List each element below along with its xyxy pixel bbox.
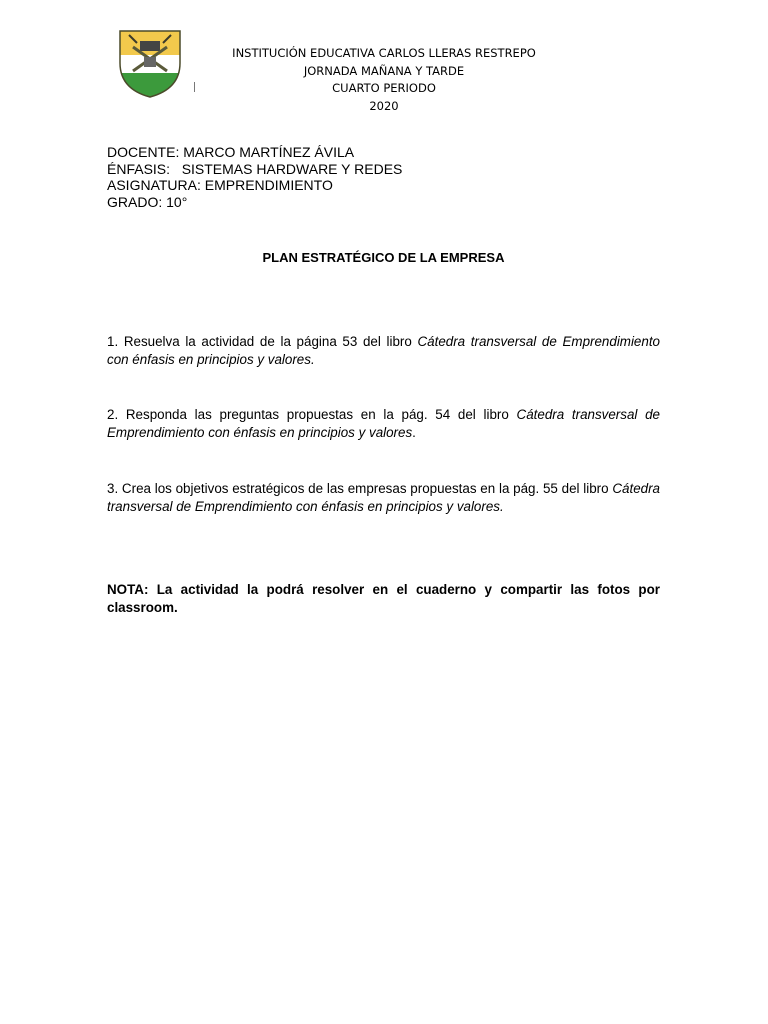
activity-text: 3. Crea los objetivos estratégicos de las empresas propuestas en la pág. 55 del libro xyxy=(107,481,613,496)
activity-item-2 xyxy=(107,406,660,442)
meta-enfasis: ÉNFASIS: SISTEMAS HARDWARE Y REDES xyxy=(107,160,403,177)
header-year: 2020 xyxy=(369,98,399,113)
header-jornada: JORNADA MAÑANA Y TARDE xyxy=(303,63,465,78)
note-paragraph: NOTA: La actividad la podrá resolver en el cuaderno y compartir las fotos por classroom. xyxy=(107,582,660,615)
activity-text: 2. Responda las preguntas propuestas en la pág. 54 del libro xyxy=(107,407,517,422)
meta-docente: DOCENTE: MARCO MARTÍNEZ ÁVILA xyxy=(107,144,355,160)
book-title: Cátedra transversal de Emprendimiento con énfasis en principios y valores. xyxy=(107,334,660,367)
header-periodo: CUARTO PERIODO xyxy=(332,81,436,95)
course-meta xyxy=(107,144,402,210)
meta-asignatura: ASIGNATURA: EMPRENDIMIENTO xyxy=(107,177,333,193)
institution-header xyxy=(200,45,568,115)
book-title: Cátedra transversal de Emprendimiento con énfasis en principios y valores. xyxy=(107,481,660,514)
activity-item-3 xyxy=(107,480,660,516)
page-title: PLAN ESTRATÉGICO DE LA EMPRESA xyxy=(262,250,505,265)
activity-item-1 xyxy=(107,333,660,369)
meta-grado: GRADO: 10° xyxy=(107,193,188,210)
text-cursor-mark xyxy=(194,82,195,92)
activity-text: 1. Resuelva la actividad de la página 53 del libro xyxy=(107,334,418,349)
school-shield-logo xyxy=(115,27,185,99)
activity-suffix: . xyxy=(412,425,416,440)
book-title: Cátedra transversal de Emprendimiento con énfasis en principios y valores xyxy=(107,407,660,440)
header-institution: INSTITUCIÓN EDUCATIVA CARLOS LLERAS RESTREPO xyxy=(232,46,536,60)
